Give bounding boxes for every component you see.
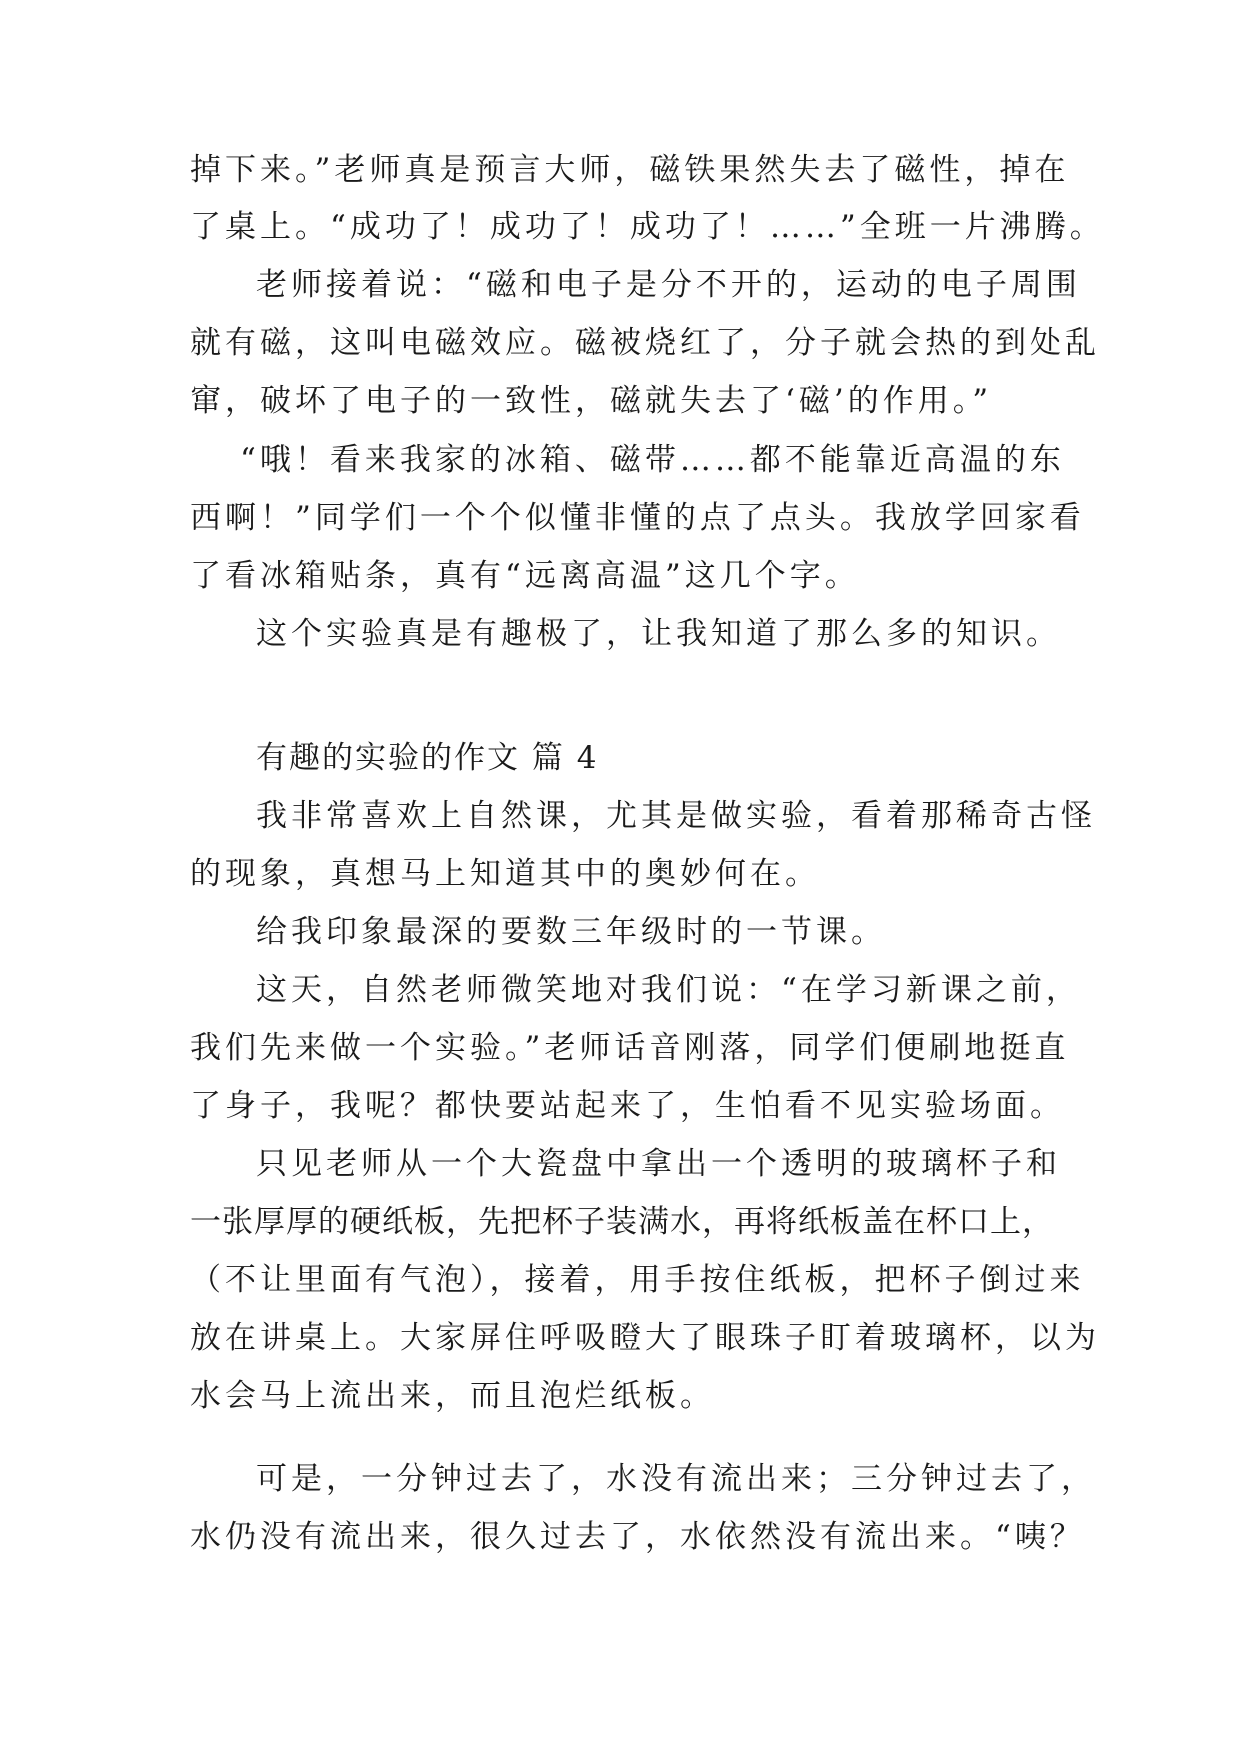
text-line: 这天，自然老师微笑地对我们说：“在学习新课之前， <box>256 972 1081 1008</box>
text-line: 可是，一分钟过去了，水没有流出来；三分钟过去了， <box>256 1461 1096 1497</box>
section-heading: 有趣的实验的作文 篇 4 <box>256 740 599 776</box>
text-line: 我非常喜欢上自然课，尤其是做实验，看着那稀奇古怪 <box>256 798 1096 834</box>
text-line: 就有磁，这叫电磁效应。磁被烧红了，分子就会热的到处乱 <box>190 325 1100 361</box>
text-line: 放在讲桌上。大家屏住呼吸瞪大了眼珠子盯着玻璃杯，以为 <box>190 1320 1100 1356</box>
text-line: 水仍没有流出来，很久过去了，水依然没有流出来。“咦？ <box>190 1519 1085 1555</box>
text-line: 给我印象最深的要数三年级时的一节课。 <box>256 914 886 950</box>
text-line: 我们先来做一个实验。”老师话音刚落，同学们便刷地挺直 <box>190 1030 1070 1066</box>
text-line: “哦！看来我家的冰箱、磁带……都不能靠近高温的东 <box>240 442 1065 478</box>
text-line: 只见老师从一个大瓷盘中拿出一个透明的玻璃杯子和 <box>256 1146 1061 1182</box>
text-line: 这个实验真是有趣极了，让我知道了那么多的知识。 <box>256 616 1061 652</box>
text-line: 了身子，我呢？都快要站起来了，生怕看不见实验场面。 <box>190 1088 1065 1124</box>
text-line: 西啊！”同学们一个个似懂非懂的点了点头。我放学回家看 <box>190 500 1085 536</box>
text-line: （不让里面有气泡），接着，用手按住纸板，把杯子倒过来 <box>190 1262 1085 1298</box>
text-line: 掉下来。”老师真是预言大师，磁铁果然失去了磁性，掉在 <box>190 152 1070 188</box>
text-line: 老师接着说：“磁和电子是分不开的，运动的电子周围 <box>256 267 1081 303</box>
text-line: 窜，破坏了电子的一致性，磁就失去了‘磁’的作用。” <box>190 383 993 419</box>
text-line: 水会马上流出来，而且泡烂纸板。 <box>190 1378 715 1414</box>
text-line: 了看冰箱贴条，真有“远离高温”这几个字。 <box>190 558 860 594</box>
text-line: 一张厚厚的硬纸板，先把杯子装满水，再将纸板盖在杯口上， <box>190 1204 1054 1240</box>
text-line: 的现象，真想马上知道其中的奥妙何在。 <box>190 856 820 892</box>
text-line: 了桌上。“成功了！成功了！成功了！……”全班一片沸腾。 <box>190 209 1105 245</box>
